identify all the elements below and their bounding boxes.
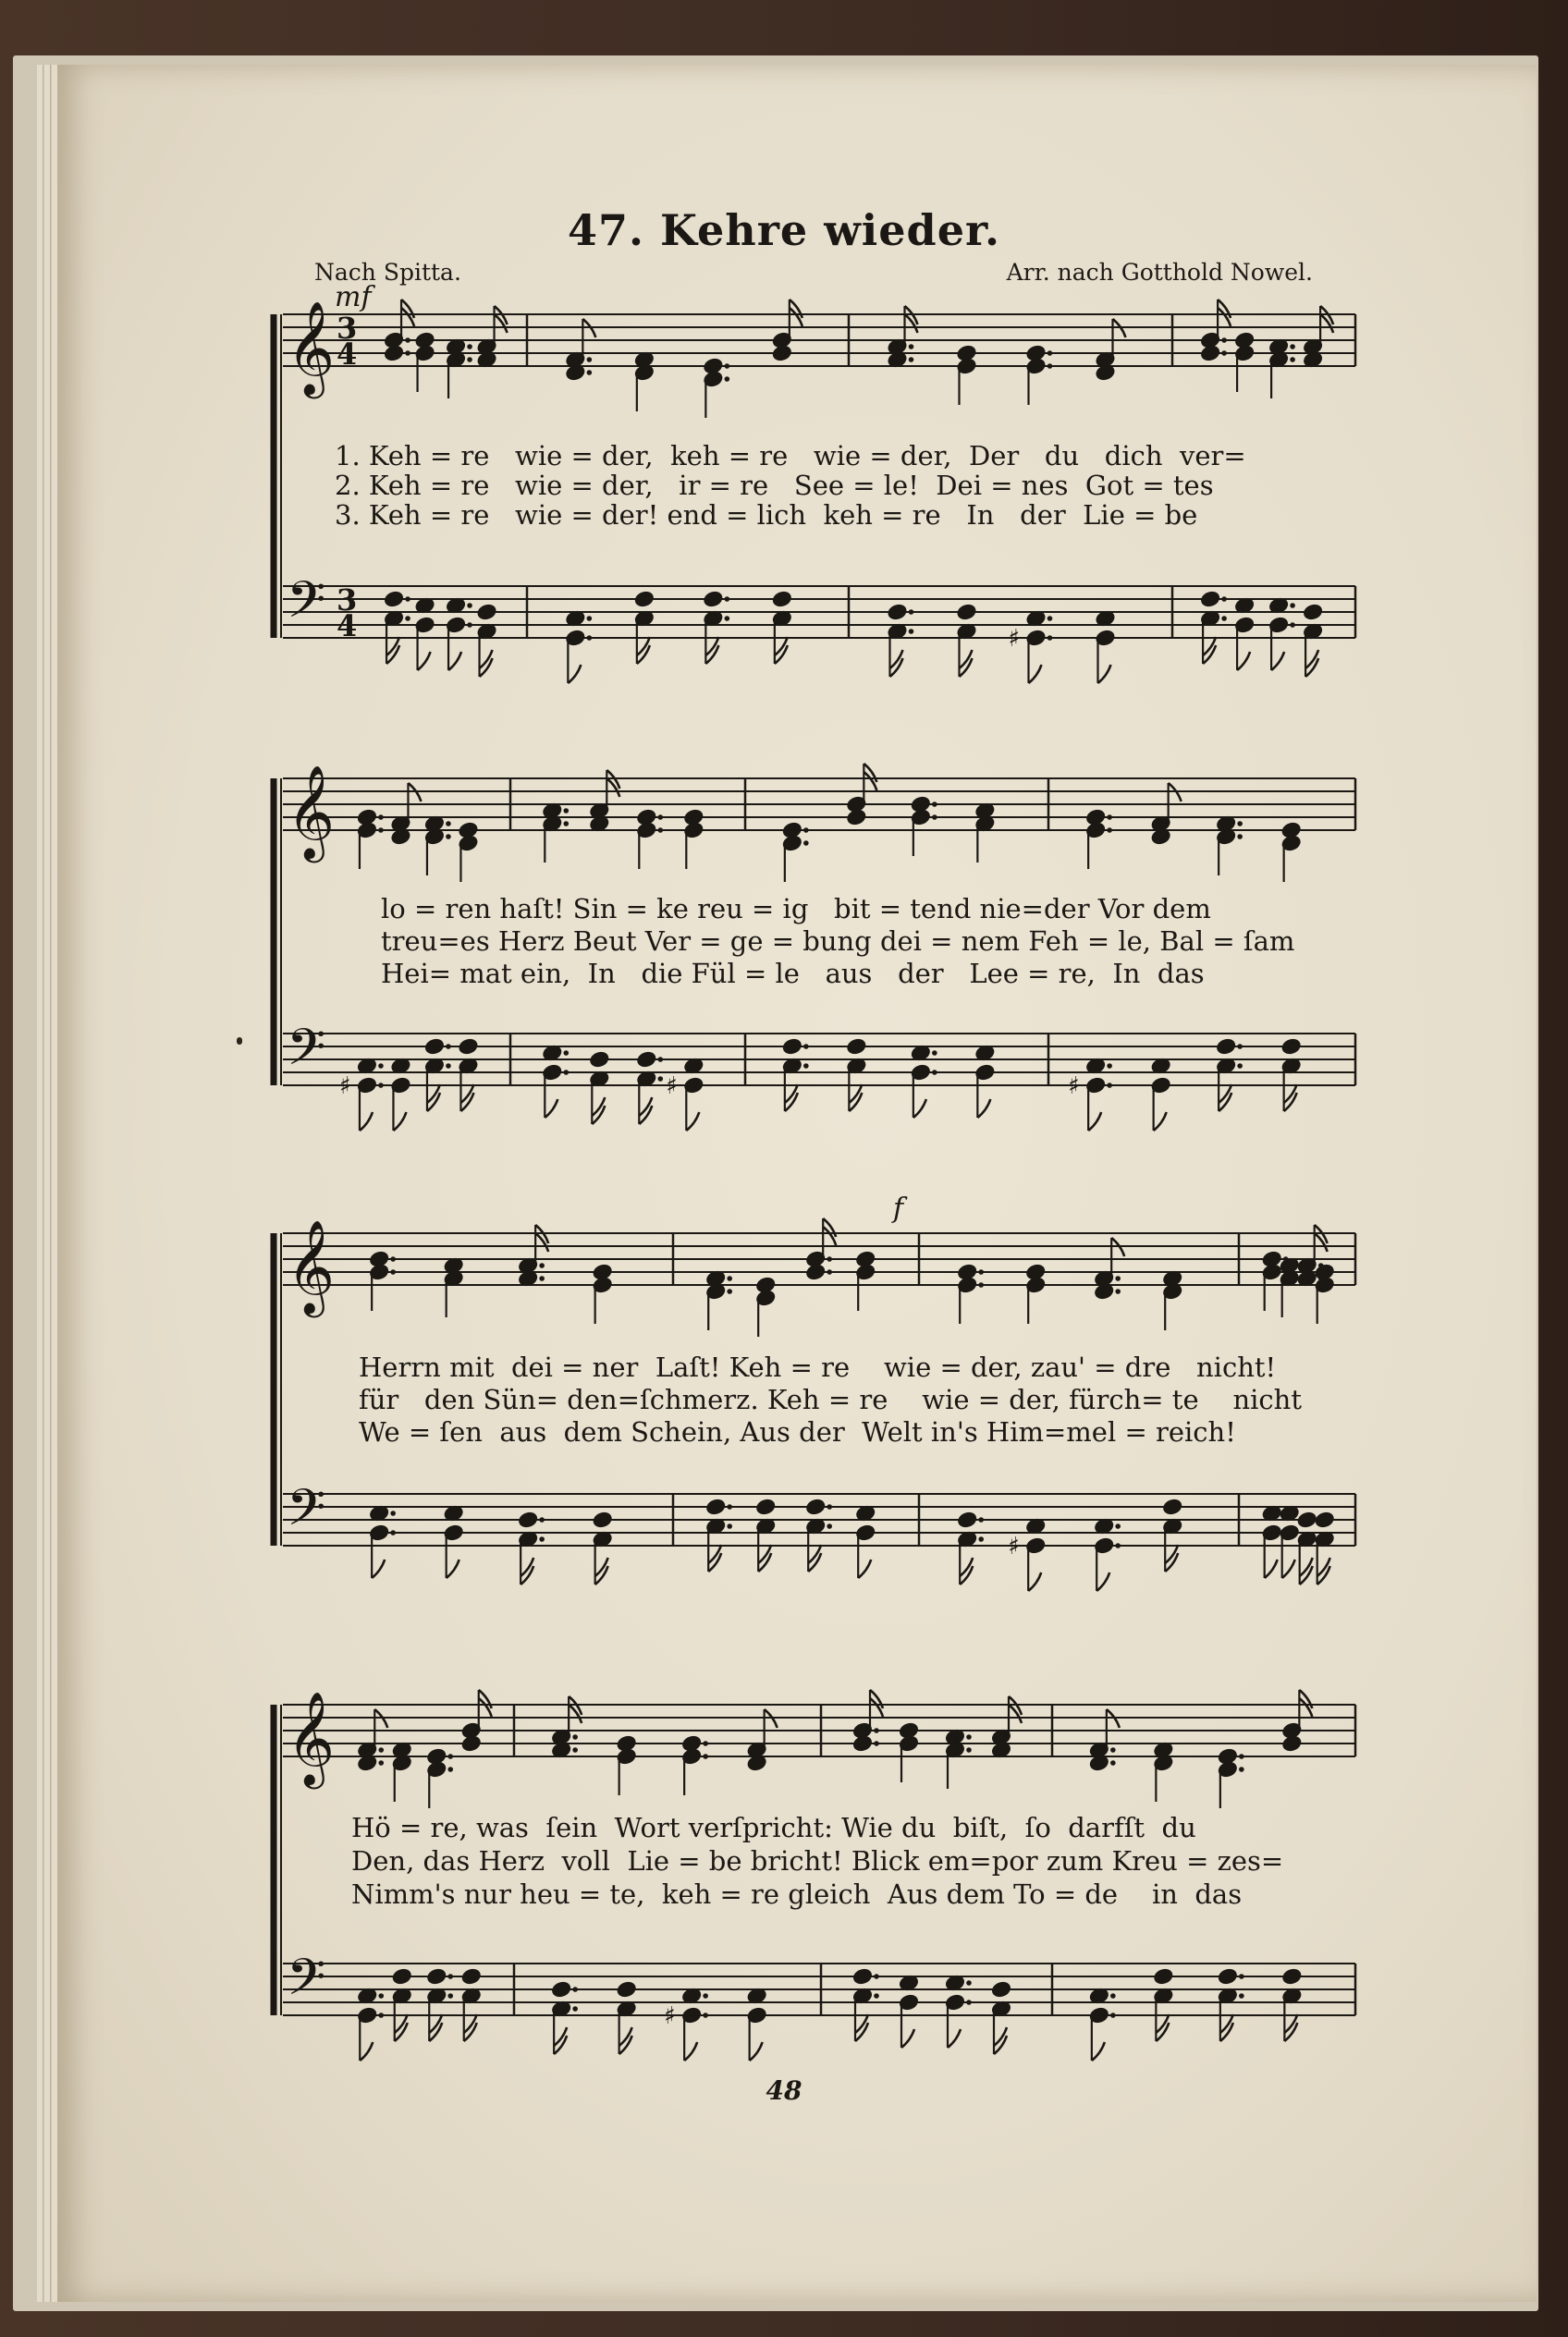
augmentation-dot: [1110, 1993, 1116, 1999]
treble-clef: 𝄞: [287, 300, 336, 395]
augmentation-dot: [966, 2000, 972, 2005]
lyric-verse-3: Nimm's nur heu = te, keh = re gleich Aus dem To = de in das: [351, 1878, 1243, 1910]
note-flag: [372, 1560, 385, 1578]
augmentation-dot: [874, 1993, 879, 1999]
augmentation-dot: [727, 1523, 732, 1529]
augmentation-dot: [909, 629, 914, 634]
augmentation-dot: [1221, 337, 1227, 343]
note-head: [806, 1499, 826, 1515]
note-flag: [1029, 665, 1042, 683]
sharp-sign: ♯: [338, 1072, 351, 1100]
note-head: [384, 591, 403, 607]
augmentation-dot: [827, 1256, 832, 1262]
augmentation-dot: [1239, 1767, 1244, 1772]
note-head: [991, 1981, 1011, 1998]
augmentation-dot: [587, 357, 593, 362]
note-head: [551, 1981, 570, 1998]
note-head: [806, 1264, 826, 1280]
augmentation-dot: [378, 814, 384, 820]
augmentation-dot: [446, 1063, 451, 1069]
music-credit: Arr. nach Gotthold Nowel.: [1006, 259, 1313, 286]
note-head: [1281, 1038, 1301, 1055]
augmentation-dot: [1110, 2013, 1116, 2018]
augmentation-dot: [803, 1044, 809, 1049]
note-flag: [447, 1560, 459, 1578]
text-credit: Nach Spitta.: [314, 259, 461, 286]
lyric-verse-1: 1. Keh = re wie = der, keh = re wie = der, Der du dich ver=: [335, 440, 1246, 471]
note-flag: [1092, 2042, 1105, 2061]
augmentation-dot: [539, 1536, 545, 1542]
note-head: [847, 1038, 866, 1055]
note-head: [772, 591, 791, 607]
note-head: [477, 604, 496, 620]
augmentation-dot: [564, 1050, 570, 1056]
augmentation-dot: [378, 1993, 384, 1999]
augmentation-dot: [467, 357, 472, 362]
augmentation-dot: [727, 1504, 732, 1510]
note-head: [1282, 1735, 1302, 1752]
augmentation-dot: [572, 1987, 578, 1992]
note-flag: [750, 2042, 763, 2061]
sharp-sign: ♯: [1008, 625, 1021, 653]
lyric-verse-2: treu=es Herz Beut Ver = ge = bung dei = nem Feh = le, Bal = ſam: [381, 925, 1295, 957]
ink-spot: [237, 1037, 242, 1045]
augmentation-dot: [405, 596, 410, 602]
augmentation-dot: [725, 616, 730, 621]
note-head: [424, 1038, 444, 1055]
augmentation-dot: [874, 1741, 879, 1746]
treble-clef: 𝄞: [287, 1218, 336, 1314]
note-flag: [913, 1099, 926, 1118]
hymn-title: 47. Kehre wieder.: [567, 205, 1001, 255]
augmentation-dot: [658, 1076, 664, 1082]
augmentation-dot: [727, 1289, 732, 1294]
augmentation-dot: [539, 1276, 545, 1281]
augmentation-dot: [564, 1070, 570, 1075]
augmentation-dot: [539, 1517, 545, 1523]
note-head: [888, 604, 907, 620]
augmentation-dot: [405, 616, 410, 621]
note-flag: [1096, 1572, 1109, 1591]
note-head: [1200, 345, 1219, 361]
note-flag: [1154, 1112, 1167, 1131]
lyric-verse-2: für den Sün= den=ſchmerz. Keh = re wie = der, fürch= te nicht: [359, 1384, 1302, 1415]
augmentation-dot: [446, 1044, 451, 1049]
note-flag: [1088, 1112, 1101, 1131]
augmentation-dot: [1237, 834, 1243, 839]
note-flag: [901, 2029, 914, 2048]
augmentation-dot: [874, 1728, 879, 1733]
note-flag: [948, 2029, 961, 2048]
augmentation-dot: [378, 1063, 384, 1069]
note-flag: [360, 1112, 373, 1131]
note-head: [461, 1968, 481, 1985]
augmentation-dot: [378, 827, 384, 833]
note-head: [518, 1511, 537, 1528]
note-head: [634, 591, 654, 607]
bass-clef: 𝄢: [287, 1018, 326, 1089]
sharp-sign: ♯: [1068, 1072, 1080, 1100]
lyric-verse-1: lo = ren haſt! Sin = ke reu = ig bit = tend nie=der Vor dem: [381, 893, 1211, 924]
note-head: [852, 1735, 872, 1752]
augmentation-dot: [727, 1276, 732, 1281]
augmentation-dot: [932, 1050, 937, 1056]
note-head: [617, 1981, 636, 1998]
augmentation-dot: [966, 1734, 972, 1740]
augmentation-dot: [1047, 616, 1053, 621]
lyric-verse-2: 2. Keh = re wie = der, ir = re See = le! Dei = nes Got = tes: [335, 470, 1214, 501]
note-head: [958, 1511, 977, 1528]
augmentation-dot: [539, 1263, 545, 1268]
augmentation-dot: [803, 827, 809, 833]
augmentation-dot: [1290, 344, 1295, 349]
note-head: [459, 1038, 478, 1055]
note-flag: [448, 652, 461, 670]
augmentation-dot: [803, 1063, 809, 1069]
note-flag: [684, 2042, 697, 2061]
note-flag: [1282, 1560, 1295, 1578]
sharp-sign: ♯: [666, 1072, 678, 1100]
augmentation-dot: [390, 1511, 396, 1516]
sharp-sign: ♯: [664, 2002, 676, 2030]
augmentation-dot: [978, 1269, 984, 1275]
augmentation-dot: [978, 1282, 984, 1288]
augmentation-dot: [1239, 1974, 1244, 1979]
note-flag: [1098, 665, 1111, 683]
sharp-sign: ♯: [1008, 1533, 1020, 1560]
note-head: [1154, 1968, 1173, 1985]
note-flag: [858, 1560, 871, 1578]
augmentation-dot: [378, 1083, 384, 1088]
augmentation-dot: [564, 821, 570, 826]
note-flag: [1265, 1560, 1278, 1578]
augmentation-dot: [1110, 1760, 1116, 1766]
note-head: [427, 1968, 447, 1985]
note-flag: [360, 2042, 373, 2061]
augmentation-dot: [1237, 1044, 1243, 1049]
dynamic-mark: f: [893, 1193, 904, 1225]
time-signature: 3: [337, 311, 358, 346]
note-head: [1200, 591, 1219, 607]
note-head: [1218, 1968, 1237, 1985]
augmentation-dot: [725, 376, 730, 382]
note-head: [1163, 1499, 1182, 1515]
augmentation-dot: [966, 1747, 972, 1753]
lyric-verse-3: Hei= mat ein, In die Fül = le aus der Lee = re, In das: [381, 958, 1205, 989]
augmentation-dot: [827, 1269, 832, 1275]
note-head: [384, 345, 403, 361]
augmentation-dot: [467, 622, 472, 628]
note-flag: [393, 1112, 406, 1131]
augmentation-dot: [405, 350, 410, 356]
augmentation-dot: [1290, 357, 1295, 362]
note-head: [590, 1051, 609, 1068]
augmentation-dot: [703, 2013, 708, 2018]
note-head: [1315, 1511, 1334, 1528]
augmentation-dot: [932, 814, 937, 820]
augmentation-dot: [446, 834, 451, 839]
treble-clef: 𝄞: [287, 764, 336, 859]
augmentation-dot: [874, 1974, 879, 1979]
augmentation-dot: [390, 1269, 396, 1275]
note-head: [1216, 1038, 1235, 1055]
augmentation-dot: [658, 827, 664, 833]
bass-clef: 𝄢: [287, 1948, 326, 2019]
note-flag: [1028, 1572, 1041, 1591]
augmentation-dot: [978, 1536, 984, 1542]
augmentation-dot: [446, 821, 451, 826]
page-number: 48: [766, 2075, 802, 2106]
augmentation-dot: [1221, 596, 1227, 602]
augmentation-dot: [1110, 1747, 1116, 1753]
augmentation-dot: [405, 337, 410, 343]
treble-clef: 𝄞: [287, 1690, 336, 1785]
note-flag: [1271, 652, 1284, 670]
augmentation-dot: [447, 1767, 453, 1772]
augmentation-dot: [447, 1974, 453, 1979]
note-head: [756, 1499, 776, 1515]
lyric-verse-3: We = ſen aus dem Schein, Aus der Welt in's Him=mel = reich!: [359, 1416, 1236, 1448]
augmentation-dot: [467, 344, 472, 349]
augmentation-dot: [703, 1993, 708, 1999]
augmentation-dot: [1290, 622, 1295, 628]
time-signature: 3: [337, 582, 358, 618]
augmentation-dot: [978, 1517, 984, 1523]
note-flag: [1237, 652, 1250, 670]
note-flag: [545, 1099, 557, 1118]
augmentation-dot: [587, 616, 593, 621]
lyric-verse-3: 3. Keh = re wie = der! end = lich keh = re In der Lie = be: [335, 499, 1198, 531]
augmentation-dot: [572, 1734, 578, 1740]
note-head: [461, 1735, 481, 1752]
lyric-verse-2: Den, das Herz voll Lie = be bricht! Blick em=por zum Kreu = zes=: [351, 1845, 1284, 1877]
note-head: [392, 1968, 411, 1985]
note-flag: [568, 665, 581, 683]
augmentation-dot: [1107, 1063, 1112, 1069]
augmentation-dot: [909, 344, 914, 349]
note-head: [1282, 1968, 1302, 1985]
note-head: [782, 1038, 802, 1055]
augmentation-dot: [1221, 350, 1227, 356]
note-head: [637, 1051, 656, 1068]
time-signature: 4: [337, 608, 358, 643]
note-flag: [418, 652, 431, 670]
augmentation-dot: [587, 635, 593, 641]
augmentation-dot: [467, 603, 472, 608]
augmentation-dot: [390, 1256, 396, 1262]
augmentation-dot: [725, 596, 730, 602]
augmentation-dot: [447, 1993, 453, 1999]
augmentation-dot: [909, 357, 914, 362]
augmentation-dot: [1290, 603, 1295, 608]
augmentation-dot: [1115, 1523, 1121, 1529]
augmentation-dot: [1237, 821, 1243, 826]
note-head: [1297, 1511, 1317, 1528]
augmentation-dot: [909, 609, 914, 615]
augmentation-dot: [390, 1530, 396, 1536]
augmentation-dot: [1115, 1276, 1121, 1281]
note-head: [852, 1968, 872, 1985]
dynamic-mark: mf: [335, 281, 372, 313]
augmentation-dot: [1107, 1083, 1112, 1088]
note-flag: [977, 1099, 990, 1118]
augmentation-dot: [703, 1741, 708, 1746]
note-head: [847, 809, 866, 826]
augmentation-dot: [725, 363, 730, 369]
augmentation-dot: [1239, 1754, 1244, 1759]
note-head: [772, 345, 791, 361]
augmentation-dot: [572, 1747, 578, 1753]
augmentation-dot: [1239, 1993, 1244, 1999]
augmentation-dot: [827, 1523, 832, 1529]
augmentation-dot: [564, 808, 570, 814]
augmentation-dot: [1221, 616, 1227, 621]
augmentation-dot: [378, 2013, 384, 2018]
note-head: [593, 1511, 612, 1528]
augmentation-dot: [827, 1504, 832, 1510]
lyric-verse-1: Hö = re, was ſein Wort verſpricht: Wie du biſt, ſo darfſt du: [351, 1812, 1196, 1843]
augmentation-dot: [1107, 827, 1112, 833]
augmentation-dot: [803, 840, 809, 846]
bass-clef: 𝄢: [287, 1478, 326, 1549]
time-signature: 4: [337, 336, 358, 372]
augmentation-dot: [1107, 814, 1112, 820]
augmentation-dot: [378, 1760, 384, 1766]
note-flag: [686, 1112, 699, 1131]
augmentation-dot: [1047, 635, 1053, 641]
note-head: [957, 604, 976, 620]
augmentation-dot: [658, 1057, 664, 1062]
augmentation-dot: [1047, 363, 1053, 369]
augmentation-dot: [587, 370, 593, 375]
augmentation-dot: [966, 1980, 972, 1986]
augmentation-dot: [378, 1747, 384, 1753]
lyric-verse-1: Herrn mit dei = ner Laſt! Keh = re wie = der, zau' = dre nicht!: [359, 1352, 1277, 1383]
augmentation-dot: [1115, 1543, 1121, 1548]
augmentation-dot: [1237, 1063, 1243, 1069]
augmentation-dot: [572, 2006, 578, 2012]
augmentation-dot: [1047, 350, 1053, 356]
note-head: [1303, 604, 1322, 620]
augmentation-dot: [932, 1070, 937, 1075]
augmentation-dot: [703, 1754, 708, 1759]
note-head: [706, 1499, 726, 1515]
augmentation-dot: [658, 814, 664, 820]
augmentation-dot: [1115, 1289, 1121, 1294]
bass-clef: 𝄢: [287, 570, 326, 642]
augmentation-dot: [447, 1754, 453, 1759]
augmentation-dot: [932, 801, 937, 807]
note-head: [704, 591, 723, 607]
